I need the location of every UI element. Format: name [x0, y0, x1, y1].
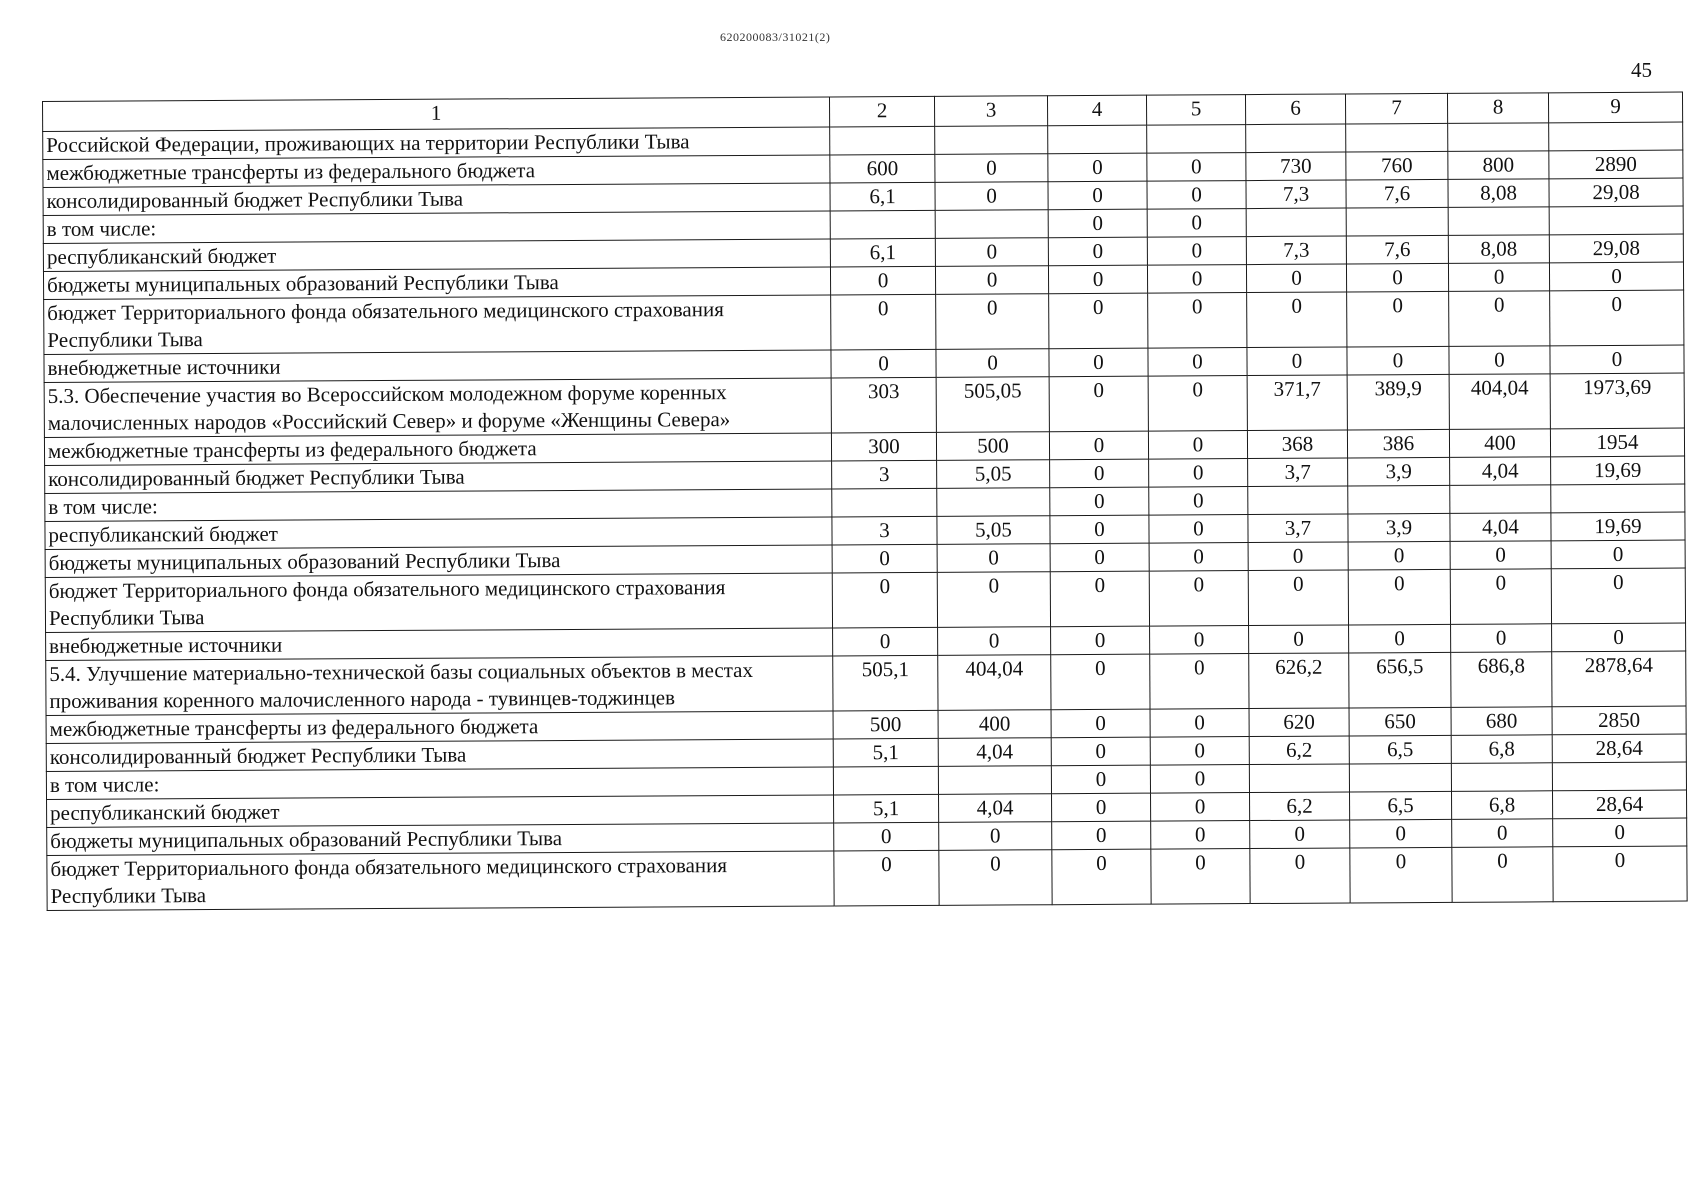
row-label: межбюджетные трансферты из федерального бюджета: [46, 711, 833, 744]
value-cell: 0: [1247, 347, 1347, 376]
value-cell: 0: [1151, 821, 1250, 850]
table-row: [44, 373, 1684, 437]
value-cell: 0: [1051, 765, 1150, 794]
value-cell: 0: [1147, 209, 1246, 238]
value-cell: 505,05: [936, 377, 1049, 433]
value-cell: 6,8: [1451, 735, 1552, 764]
value-cell: 300: [831, 432, 936, 461]
column-number: 6: [1245, 94, 1345, 125]
value-cell: 4,04: [938, 738, 1051, 767]
value-cell: 0: [1048, 237, 1147, 266]
value-cell: 0: [1149, 571, 1248, 627]
value-cell: 2890: [1549, 150, 1683, 179]
value-cell: 0: [1149, 515, 1248, 544]
value-cell: 0: [936, 349, 1049, 378]
value-cell: [1246, 208, 1346, 237]
value-cell: 0: [1048, 265, 1147, 294]
value-cell: 0: [1148, 431, 1247, 460]
value-cell: 1954: [1550, 428, 1684, 457]
value-cell: 0: [1150, 654, 1249, 710]
value-cell: 3,9: [1348, 513, 1450, 542]
value-cell: 0: [1150, 709, 1249, 738]
value-cell: [1246, 124, 1346, 153]
value-cell: 0: [938, 627, 1051, 656]
value-cell: 0: [1049, 293, 1148, 349]
value-cell: 0: [1147, 265, 1246, 294]
value-cell: 0: [1552, 623, 1686, 652]
value-cell: 386: [1347, 429, 1449, 458]
document-id: 620200083/31021(2): [720, 30, 831, 44]
value-cell: 0: [833, 627, 938, 656]
column-number: 7: [1345, 93, 1447, 124]
value-cell: 0: [1052, 821, 1151, 850]
value-cell: 404,04: [938, 655, 1051, 711]
value-cell: 0: [1550, 290, 1684, 346]
table-row: [45, 568, 1685, 632]
value-cell: 7,3: [1246, 236, 1346, 265]
value-cell: 0: [1148, 293, 1247, 349]
value-cell: 0: [1450, 569, 1551, 625]
column-number: 1: [43, 97, 830, 132]
value-cell: 4,04: [1450, 513, 1551, 542]
column-number: 2: [829, 96, 934, 127]
value-cell: 0: [939, 822, 1052, 851]
value-cell: 0: [1149, 487, 1248, 516]
value-cell: 6,1: [830, 182, 935, 211]
value-cell: 0: [1350, 847, 1452, 903]
value-cell: 0: [937, 572, 1050, 628]
value-cell: 0: [1449, 346, 1550, 375]
value-cell: 0: [1049, 376, 1148, 432]
value-cell: [1549, 122, 1683, 151]
value-cell: 0: [1346, 263, 1448, 292]
value-cell: 0: [1347, 291, 1449, 347]
value-cell: 0: [834, 850, 939, 906]
value-cell: 19,69: [1551, 512, 1685, 541]
value-cell: 760: [1346, 151, 1448, 180]
row-label: республиканский бюджет: [47, 795, 834, 828]
value-cell: [1248, 486, 1348, 515]
value-cell: 0: [832, 544, 937, 573]
value-cell: 0: [1150, 626, 1249, 655]
value-cell: 0: [1451, 624, 1552, 653]
value-cell: 0: [832, 572, 937, 628]
row-label: республиканский бюджет: [43, 239, 830, 272]
value-cell: [830, 126, 935, 155]
table-row: [44, 290, 1684, 354]
value-cell: 5,1: [833, 738, 938, 767]
value-cell: [1448, 207, 1549, 236]
value-cell: 400: [938, 710, 1051, 739]
value-cell: 0: [1048, 153, 1147, 182]
value-cell: [1249, 764, 1349, 793]
value-cell: 600: [830, 154, 935, 183]
value-cell: 0: [1050, 459, 1149, 488]
value-cell: 0: [1553, 818, 1687, 847]
value-cell: [1346, 207, 1448, 236]
value-cell: 0: [1551, 540, 1685, 569]
value-cell: 0: [936, 294, 1049, 350]
value-cell: 0: [1449, 291, 1550, 347]
page-number: 45: [1631, 58, 1652, 82]
row-label: бюджеты муниципальных образований Республики Тыва: [43, 267, 830, 300]
row-label: бюджет Территориального фонда обязательного медицинского страхования Республики Тыва: [47, 851, 834, 911]
value-cell: 29,08: [1549, 234, 1683, 263]
value-cell: 800: [1448, 151, 1549, 180]
value-cell: [1346, 123, 1448, 152]
value-cell: 6,5: [1349, 735, 1451, 764]
value-cell: 0: [1051, 709, 1150, 738]
row-label: межбюджетные трансферты из федерального бюджета: [43, 155, 830, 188]
value-cell: 4,04: [1450, 457, 1551, 486]
value-cell: 0: [1247, 292, 1347, 348]
value-cell: 0: [1553, 846, 1687, 902]
value-cell: 0: [1348, 541, 1450, 570]
value-cell: 28,64: [1552, 790, 1686, 819]
value-cell: 0: [1150, 765, 1249, 794]
column-number: 3: [934, 96, 1047, 127]
value-cell: 0: [1551, 568, 1685, 624]
row-label: в том числе:: [46, 767, 833, 800]
value-cell: [1549, 206, 1683, 235]
value-cell: 0: [1350, 819, 1452, 848]
budget-table: [42, 92, 1688, 911]
value-cell: 0: [1050, 487, 1149, 516]
value-cell: 0: [1049, 348, 1148, 377]
value-cell: 0: [1051, 654, 1150, 710]
value-cell: [937, 488, 1050, 517]
value-cell: 505,1: [833, 655, 938, 711]
value-cell: 0: [1150, 737, 1249, 766]
value-cell: 500: [936, 432, 1049, 461]
value-cell: 0: [935, 238, 1048, 267]
value-cell: [1349, 763, 1451, 792]
value-cell: [1448, 123, 1549, 152]
row-label: в том числе:: [45, 489, 832, 522]
row-label: в том числе:: [43, 211, 830, 244]
value-cell: 0: [935, 266, 1048, 295]
value-cell: [1048, 125, 1147, 154]
table-row: [46, 651, 1686, 715]
value-cell: 0: [1147, 153, 1246, 182]
value-cell: 0: [1250, 848, 1350, 904]
value-cell: 0: [1147, 181, 1246, 210]
value-cell: 19,69: [1551, 456, 1685, 485]
value-cell: 3: [832, 516, 937, 545]
value-cell: 0: [830, 266, 935, 295]
row-label: бюджеты муниципальных образований Республики Тыва: [47, 823, 834, 856]
row-label: консолидированный бюджет Республики Тыва: [46, 739, 833, 772]
value-cell: 28,64: [1552, 734, 1686, 763]
value-cell: [1450, 485, 1551, 514]
value-cell: 680: [1451, 707, 1552, 736]
value-cell: 3,7: [1248, 458, 1348, 487]
row-label: консолидированный бюджет Республики Тыва: [45, 461, 832, 494]
value-cell: 0: [1452, 847, 1553, 903]
value-cell: 0: [1448, 263, 1549, 292]
value-cell: [1551, 484, 1685, 513]
value-cell: 8,08: [1448, 235, 1549, 264]
value-cell: 0: [831, 349, 936, 378]
value-cell: 3,7: [1248, 514, 1348, 543]
value-cell: 0: [1248, 570, 1348, 626]
value-cell: 0: [1148, 376, 1247, 432]
value-cell: [1451, 763, 1552, 792]
value-cell: 0: [1450, 541, 1551, 570]
value-cell: 500: [833, 710, 938, 739]
value-cell: 0: [1147, 237, 1246, 266]
row-label: внебюджетные источники: [44, 350, 831, 383]
value-cell: 0: [1052, 793, 1151, 822]
row-label: межбюджетные трансферты из федерального бюджета: [44, 433, 831, 466]
row-label: бюджеты муниципальных образований Республики Тыва: [45, 545, 832, 578]
value-cell: 0: [1250, 820, 1350, 849]
value-cell: [1552, 762, 1686, 791]
value-cell: 0: [1249, 625, 1349, 654]
column-number: 9: [1548, 92, 1682, 123]
value-cell: 0: [1549, 262, 1683, 291]
row-label: консолидированный бюджет Республики Тыва: [43, 183, 830, 216]
column-number: 5: [1146, 95, 1245, 126]
value-cell: 0: [1149, 459, 1248, 488]
value-cell: [938, 766, 1051, 795]
value-cell: 368: [1247, 430, 1347, 459]
value-cell: [833, 766, 938, 795]
value-cell: 7,6: [1346, 235, 1448, 264]
value-cell: 8,08: [1448, 179, 1549, 208]
value-cell: 626,2: [1249, 653, 1349, 709]
value-cell: 0: [937, 544, 1050, 573]
value-cell: 0: [1348, 569, 1450, 625]
value-cell: 0: [1050, 515, 1149, 544]
value-cell: 0: [1550, 345, 1684, 374]
value-cell: 0: [1149, 543, 1248, 572]
value-cell: [1147, 125, 1246, 154]
value-cell: 0: [1349, 624, 1451, 653]
value-cell: 0: [1148, 348, 1247, 377]
value-cell: [935, 210, 1048, 239]
value-cell: 0: [1248, 542, 1348, 571]
value-cell: [832, 488, 937, 517]
value-cell: 0: [935, 182, 1048, 211]
value-cell: 0: [1052, 849, 1151, 905]
value-cell: 5,1: [834, 794, 939, 823]
value-cell: 0: [834, 822, 939, 851]
value-cell: 7,6: [1346, 179, 1448, 208]
value-cell: 5,05: [937, 516, 1050, 545]
row-label: внебюджетные источники: [46, 628, 833, 661]
value-cell: 6,5: [1350, 791, 1452, 820]
value-cell: 400: [1449, 429, 1550, 458]
value-cell: [935, 126, 1048, 155]
value-cell: 686,8: [1451, 652, 1552, 708]
table-row: [47, 846, 1687, 910]
value-cell: 0: [1048, 209, 1147, 238]
row-label: 5.4. Улучшение материально-технической базы социальных объектов в местах проживания коренного малочисленного народа - тувинцев-тоджинцев: [46, 656, 833, 716]
value-cell: 0: [831, 294, 936, 350]
column-number: 4: [1047, 95, 1146, 126]
value-cell: 0: [1049, 431, 1148, 460]
row-label: 5.3. Обеспечение участия во Всероссийском молодежном форуме коренных малочисленных народов «Российский Север» и форуме «Женщины Севера»: [44, 378, 831, 438]
value-cell: 371,7: [1247, 375, 1347, 431]
value-cell: 0: [1050, 543, 1149, 572]
column-number: 8: [1447, 93, 1548, 124]
value-cell: 656,5: [1349, 652, 1451, 708]
value-cell: 404,04: [1449, 374, 1550, 430]
value-cell: 0: [1051, 737, 1150, 766]
value-cell: 3: [832, 460, 937, 489]
value-cell: 6,8: [1451, 791, 1552, 820]
value-cell: 0: [1151, 849, 1250, 905]
value-cell: 0: [1050, 571, 1149, 627]
value-cell: 620: [1249, 708, 1349, 737]
value-cell: 6,2: [1249, 736, 1349, 765]
value-cell: 2850: [1552, 706, 1686, 735]
row-label: бюджет Территориального фонда обязательного медицинского страхования Республики Тыва: [45, 573, 832, 633]
row-label: бюджет Территориального фонда обязательного медицинского страхования Республики Тыва: [44, 295, 831, 355]
value-cell: 5,05: [937, 460, 1050, 489]
value-cell: 2878,64: [1552, 651, 1686, 707]
value-cell: 3,9: [1348, 457, 1450, 486]
value-cell: 1973,69: [1550, 373, 1684, 429]
value-cell: 0: [939, 850, 1052, 906]
value-cell: 303: [831, 377, 936, 433]
value-cell: 389,9: [1347, 374, 1449, 430]
value-cell: 0: [1452, 819, 1553, 848]
value-cell: 0: [1151, 793, 1250, 822]
row-label: республиканский бюджет: [45, 517, 832, 550]
value-cell: 730: [1246, 152, 1346, 181]
value-cell: 0: [1246, 264, 1346, 293]
value-cell: [830, 210, 935, 239]
value-cell: 7,3: [1246, 180, 1346, 209]
value-cell: 0: [1048, 181, 1147, 210]
value-cell: 0: [1347, 346, 1449, 375]
value-cell: [1348, 485, 1450, 514]
row-label: Российской Федерации, проживающих на территории Республики Тыва: [43, 127, 830, 160]
value-cell: 6,1: [830, 238, 935, 267]
value-cell: 0: [1051, 626, 1150, 655]
value-cell: 4,04: [939, 794, 1052, 823]
value-cell: 0: [935, 154, 1048, 183]
value-cell: 6,2: [1250, 792, 1350, 821]
value-cell: 650: [1349, 707, 1451, 736]
value-cell: 29,08: [1549, 178, 1683, 207]
